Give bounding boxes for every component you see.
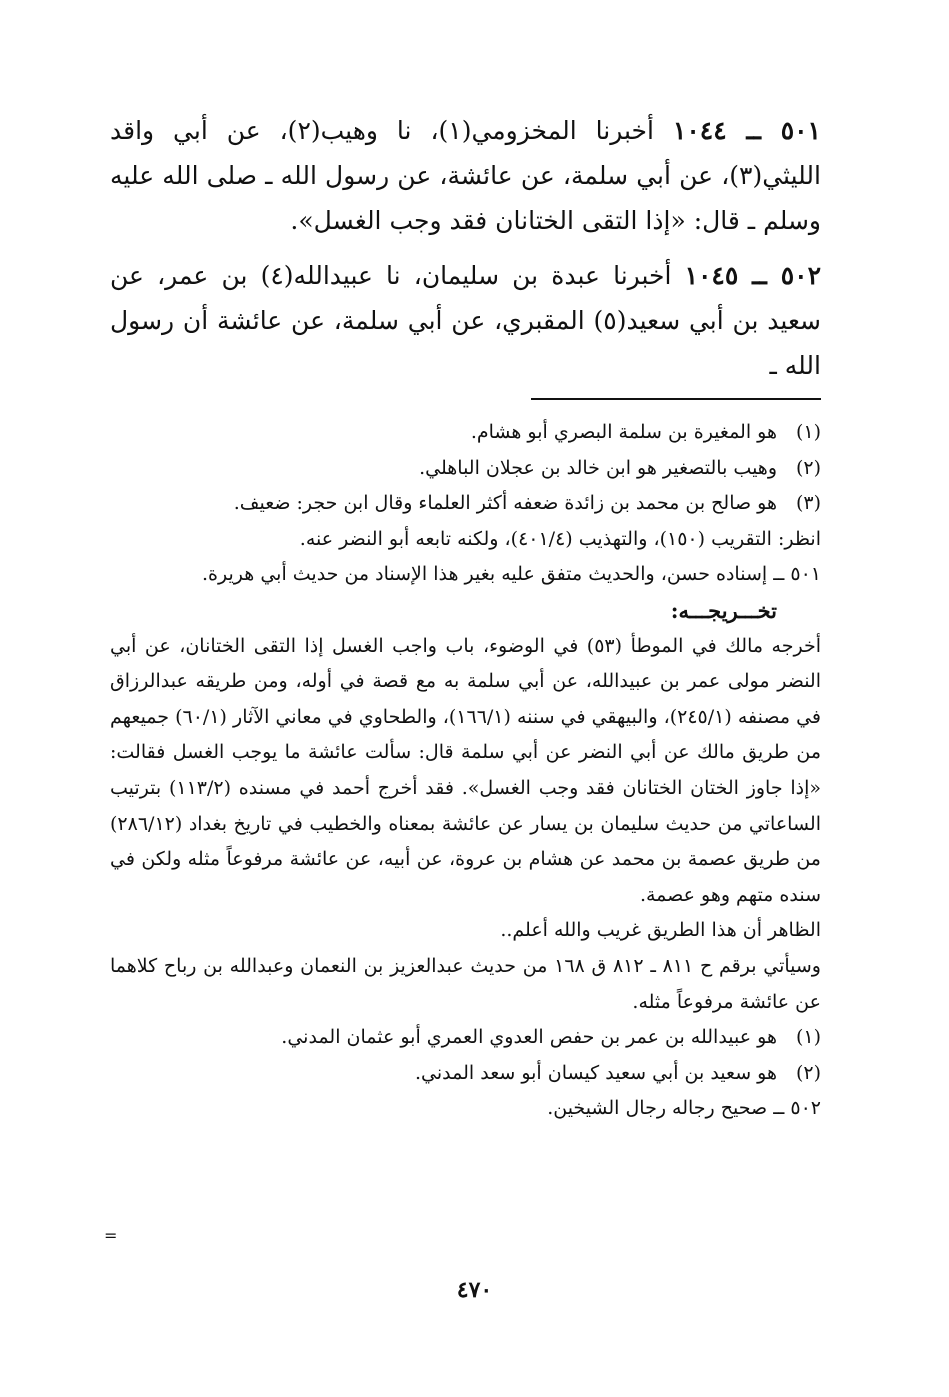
page-number: ٤٧٠: [456, 1277, 493, 1303]
footnote-2: [110, 451, 821, 487]
footnote-4-marker: (١): [795, 1026, 821, 1049]
footnote-4-text: هو عبيدالله بن عمر بن حفص العدوي العمري أبو عثمان المدني.: [281, 1026, 777, 1049]
footnote-1-marker: (١): [795, 421, 821, 443]
footnote-5-text: هو سعيد بن أبي سعيد كيسان أبو سعد المدني.: [415, 1061, 777, 1084]
grading-502: ٥٠٢ ــ صحيح رجاله رجال الشيخين.: [547, 1097, 821, 1120]
hadith-501-text: أخبرنا المخزومي(١)، نا وهيب(٢)، عن أبي واقد الليثي(٣)، عن أبي سلمة، عن عائشة، عن رسول الله ـ صلى الله عليه وسلم ـ قال: «إذا التقى الختانان فقد وجب الغسل».: [110, 116, 821, 235]
footnote-3-text: هو صالح بن محمد بن زائدة ضعفه أكثر العلماء وقال ابن حجر: ضعيف.: [233, 492, 777, 515]
footnote-5: [110, 1056, 821, 1092]
footnote-3: [110, 486, 821, 522]
footnote-3-marker: (٣): [795, 492, 821, 515]
footnote-5-marker: (٢): [795, 1061, 821, 1084]
hadith-502: [110, 253, 821, 388]
takhrij-text: أخرجه مالك في الموطأ (٥٣) في الوضوء، باب واجب الغسل إذا التقى الختانان، عن أبي النضر مولى عمر بن عبيدالله، عن أبي سلمة به مع قصة في أوله، ومن طريقه عبدالرزاق في مصنفه (٢٤٥/١)، والبيهقي في سننه (١٦٦/١)، والطحاوي في معاني الآثار (٦٠/١) جميعهم من طريق مالك عن أبي النضر عن أبي سلمة قال: سألت عائشة ما يوجب الغسل فقالت: «إذا جاوز الختان الختانان فقد وجب الغسل». فقد أخرج أحمد في مسنده (١١٣/٢) بترتيب الساعاتي من حديث سليمان بن يسار عن عائشة بمعناه والخطيب في تاريخ بغداد (٢٨٦/١٢) من طريق عصمة بن محمد عن هشام بن عروة، عن أبيه، عن عائشة مرفوعاً مثله ولكن في سنده متهم وهو عصمة.: [110, 634, 821, 906]
takhrij-heading: تخـــريجـــه:: [670, 597, 777, 623]
footnote-separator: [531, 398, 821, 400]
zahir-note: الظاهر أن هذا الطريق غريب والله أعلم..: [500, 919, 821, 942]
footnotes: [110, 415, 821, 1127]
footnote-1-text: هو المغيرة بن سلمة البصري أبو هشام.: [470, 421, 777, 443]
hadith-text: [110, 108, 821, 388]
footnote-3-continuation: انظر: التقريب (١٥٠)، والتهذيب (٤٠١/٤)، ولكنه تابعه أبو النضر عنه.: [299, 527, 821, 550]
hadith-502-number: ٥٠٢ ــ ١٠٤٥: [684, 261, 822, 290]
hadith-501-number: ٥٠١ ــ ١٠٤٤: [672, 116, 821, 145]
continuation-mark: =: [104, 1226, 118, 1245]
grading-501: ٥٠١ ــ إسناده حسن، والحديث متفق عليه بغير هذا الإسناد من حديث أبي هريرة.: [202, 563, 821, 586]
cross-reference-note: وسيأتي برقم ح ٨١١ ـ ٨١٢ ق ١٦٨ من حديث عبدالعزيز بن النعمان وعبدالله بن رباح كلاهما عن عائشة مرفوعاً مثله.: [110, 954, 821, 1013]
hadith-501: [110, 108, 821, 243]
hadith-502-text: أخبرنا عبدة بن سليمان، نا عبيدالله(٤) بن عمر، عن سعيد بن أبي سعيد(٥) المقبري، عن أبي سلمة، عن عائشة أن رسول الله ـ: [110, 261, 821, 380]
footnote-2-text: وهيب بالتصغير هو ابن خالد بن عجلان الباهلي.: [419, 456, 777, 479]
footnote-2-marker: (٢): [795, 456, 821, 479]
footnote-1: [110, 415, 821, 451]
footnote-4: [110, 1020, 821, 1056]
